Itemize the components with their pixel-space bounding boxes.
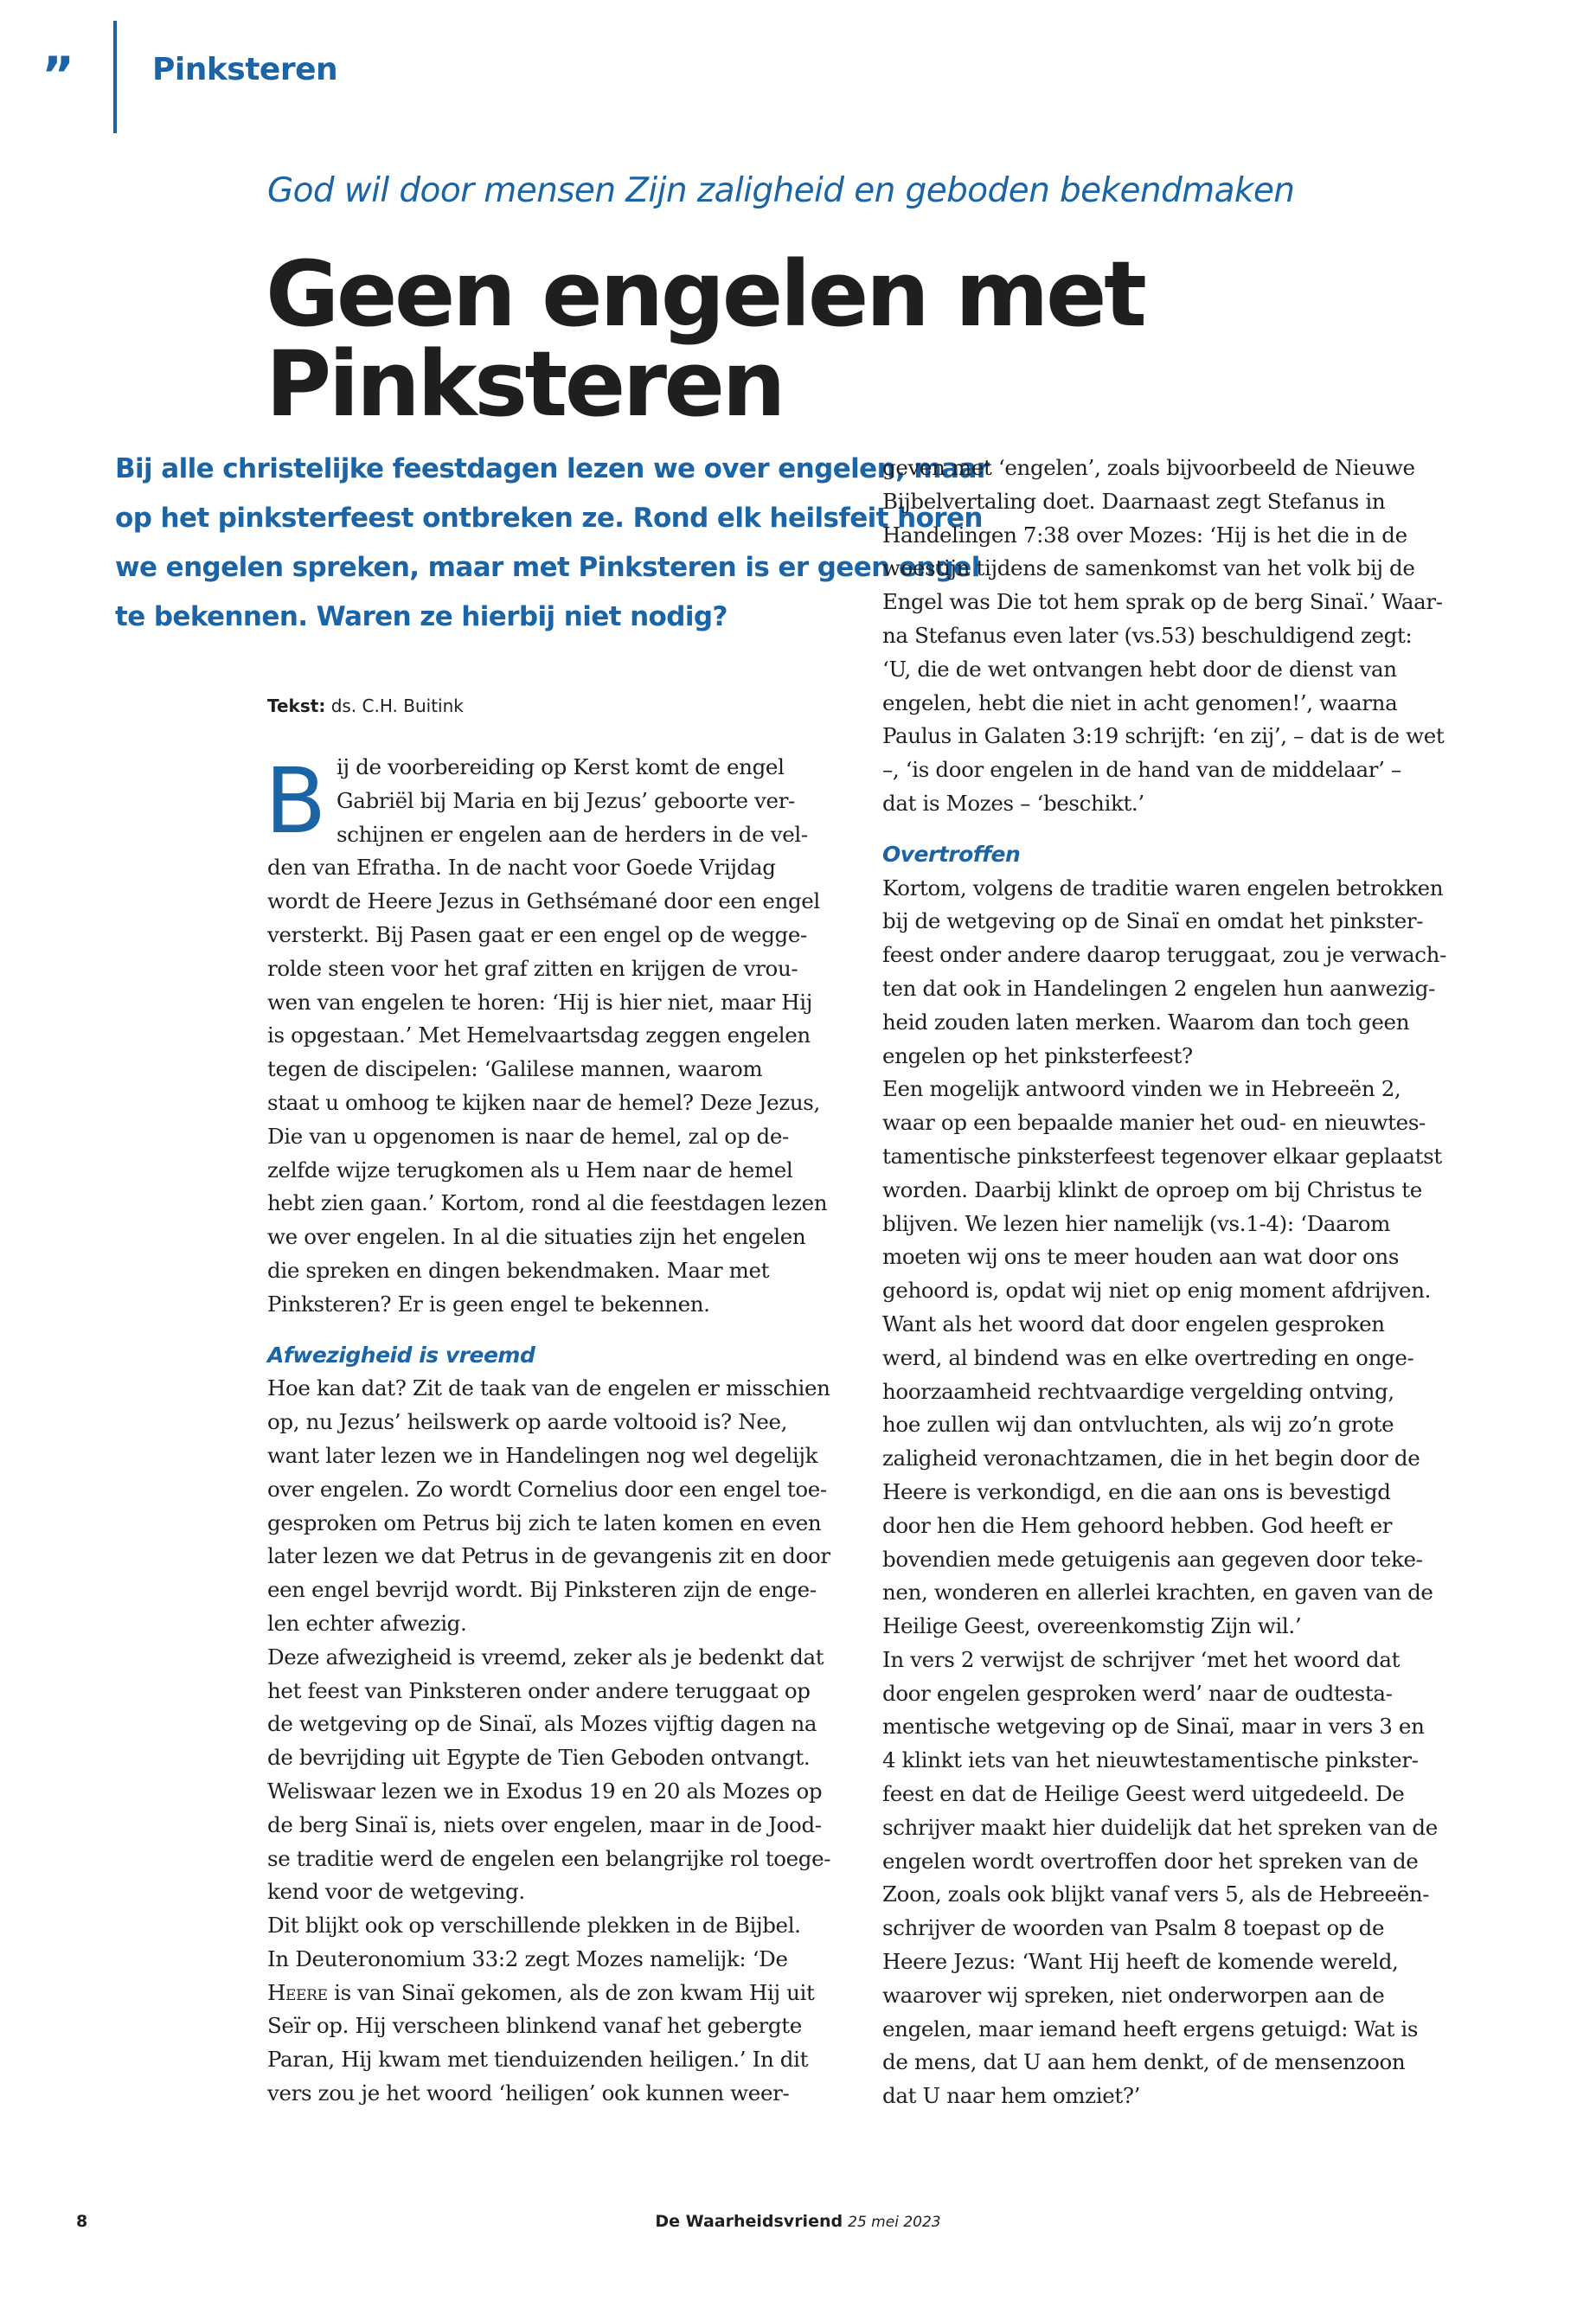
subheading: Overtroffen <box>882 841 1021 867</box>
subheading: Afwezigheid is vreemd <box>267 1342 535 1368</box>
text-line: schijnen er engelen aan de herders in de vel- <box>337 821 808 847</box>
text-line: nen, wonderen en allerlei krachten, en gaven van de <box>882 1580 1433 1606</box>
paragraph <box>267 1909 830 2111</box>
text-line: schrijver maakt hier duidelijk dat het spreken van de <box>882 1814 1438 1840</box>
text-line: feest onder andere daarop teruggaat, zou je verwach- <box>882 942 1447 968</box>
text-line: len echter afwezig. <box>267 1610 467 1636</box>
text-line: door engelen gesproken werd’ naar de oudtesta- <box>882 1680 1393 1706</box>
text-line: Hoe kan dat? Zit de taak van de engelen er misschien <box>267 1375 830 1401</box>
text-line: Een mogelijk antwoord vinden we in Hebreeën 2, <box>882 1076 1401 1102</box>
text-line <box>267 1977 830 2010</box>
text-line: na Stefanus even later (vs.53) beschuldigend zegt: <box>882 622 1413 648</box>
heere-smallcaps: Heere <box>267 1979 328 2005</box>
text-line: In vers 2 verwijst de schrijver ‘met het woord dat <box>882 1646 1401 1672</box>
text-line: den van Efratha. In de nacht voor Goede Vrijdag <box>267 855 776 881</box>
text-line: tegen de discipelen: ‘Galilese mannen, waarom <box>267 1056 763 1082</box>
paragraph <box>267 1641 830 1909</box>
text-line: Bijbelvertaling doet. Daarnaast zegt Stefanus in <box>882 488 1386 514</box>
text-line: we over engelen. In al die situaties zijn het engelen <box>267 1224 806 1250</box>
text-line: hoorzaamheid rechtvaardige vergelding ontving, <box>882 1378 1394 1404</box>
text-line: tamentische pinksterfeest tegenover elkaar geplaatst <box>882 1143 1442 1169</box>
quote-mark-icon: ” <box>42 46 75 105</box>
text-line: Want als het woord dat door engelen gesproken <box>882 1311 1385 1336</box>
text-line: bovendien mede getuigenis aan gegeven door teke- <box>882 1546 1423 1572</box>
paragraph <box>882 872 1471 1074</box>
byline-author: ds. C.H. Buitink <box>330 695 464 716</box>
text-line: Weliswaar lezen we in Exodus 19 en 20 als Mozes op <box>267 1778 823 1804</box>
intro-line: Bij alle christelijke feestdagen lezen we over engelen, maar <box>115 453 990 484</box>
page-number: 8 <box>76 2212 88 2231</box>
text-line: mentische wetgeving op de Sinaï, maar in vers 3 en <box>882 1714 1425 1740</box>
text-line: door hen die Hem gehoord hebben. God heeft er <box>882 1512 1393 1538</box>
text-line: een engel bevrijd wordt. Bij Pinksteren zijn de enge- <box>267 1577 817 1603</box>
dropcap: B <box>265 748 326 854</box>
body-column-left <box>265 748 831 2111</box>
text-line: engelen, hebt die niet in acht genomen!’, waarna <box>882 689 1398 715</box>
text-line: op, nu Jezus’ heilswerk op aarde voltooid is? Nee, <box>267 1409 788 1435</box>
text-line: moeten wij ons te meer houden aan wat door ons <box>882 1244 1400 1270</box>
text-line: de wetgeving op de Sinaï, als Mozes vijftig dagen na <box>267 1711 817 1737</box>
text-fragment: is van Sinaï gekomen, als de zon kwam Hij uit <box>327 1979 815 2005</box>
paragraph <box>882 1644 1471 2113</box>
text-line: vers zou je het woord ‘heiligen’ ook kunnen weer- <box>267 2080 790 2106</box>
footer-credit <box>0 2212 1596 2231</box>
text-line: worden. Daarbij klinkt de oproep om bij Christus te <box>882 1176 1422 1202</box>
intro-line: we engelen spreken, maar met Pinksteren is er geen engel <box>115 552 980 583</box>
text-line: schrijver de woorden van Psalm 8 toepast op de <box>882 1915 1385 1941</box>
text-line: Seïr op. Hij verscheen blinkend vanaf het gebergte <box>267 2013 802 2039</box>
text-line: ‘U, die de wet ontvangen hebt door de dienst van <box>882 656 1397 682</box>
text-line: gesproken om Petrus bij zich te laten komen en even <box>267 1509 822 1535</box>
text-line: Die van u opgenomen is naar de hemel, zal op de- <box>267 1123 789 1149</box>
text-line: de mens, dat U aan hem denkt, of de mensenzoon <box>882 2049 1406 2075</box>
text-line: later lezen we dat Petrus in de gevangenis zit en door <box>267 1543 830 1569</box>
paragraph <box>267 1372 830 1640</box>
text-line: kend voor de wetgeving. <box>267 1879 525 1905</box>
paragraph <box>882 1073 1471 1644</box>
text-line: hoe zullen wij dan ontvluchten, als wij zo’n grote <box>882 1412 1394 1438</box>
text-line: heid zouden laten merken. Waarom dan toch geen <box>882 1009 1410 1035</box>
text-line: Engel was Die tot hem sprak op de berg Sinaï.’ Waar- <box>882 589 1443 615</box>
paragraph <box>265 748 830 1322</box>
text-line: woestijn tijdens de samenkomst van het volk bij de <box>882 555 1415 581</box>
text-line: de berg Sinaï is, niets over engelen, maar in de Jood- <box>267 1811 822 1837</box>
text-line: het feest van Pinksteren onder andere teruggaat op <box>267 1677 811 1703</box>
article-title: Geen engelen met Pinksteren <box>266 241 1144 437</box>
text-line: die spreken en dingen bekendmaken. Maar met <box>267 1257 770 1283</box>
text-line: Handelingen 7:38 over Mozes: ‘Hij is het die in de <box>882 522 1407 548</box>
text-line: Pinksteren? Er is geen engel te bekennen. <box>267 1291 710 1317</box>
publication-name: De Waarheidsvriend <box>655 2212 843 2231</box>
text-line: gehoord is, opdat wij niet op enig moment afdrijven. <box>882 1278 1432 1304</box>
byline-label: Tekst: <box>267 695 326 716</box>
text-line: –, ‘is door engelen in de hand van de middelaar’ – <box>882 757 1401 783</box>
text-line: Heere is verkondigd, en die aan ons is bevestigd <box>882 1478 1391 1504</box>
text-line: engelen op het pinksterfeest? <box>882 1042 1193 1068</box>
text-line: zelfde wijze terugkomen als u Hem naar de hemel <box>267 1157 793 1183</box>
text-line: werd, al bindend was en elke overtreding en onge- <box>882 1344 1414 1370</box>
article-intro <box>115 445 990 642</box>
text-line: want later lezen we in Handelingen nog wel degelijk <box>267 1442 818 1468</box>
text-line: Gabriël bij Maria en bij Jezus’ geboorte ver- <box>337 787 795 813</box>
text-line: Deze afwezigheid is vreemd, zeker als je bedenkt dat <box>267 1644 824 1670</box>
text-line: over engelen. Zo wordt Cornelius door een engel toe- <box>267 1476 827 1502</box>
text-line: bij de wetgeving op de Sinaï en omdat het pinkster- <box>882 908 1424 934</box>
intro-line: te bekennen. Waren ze hierbij niet nodig? <box>115 601 727 632</box>
text-line: blijven. We lezen hier namelijk (vs.1-4): ‘Daarom <box>882 1210 1391 1236</box>
article-subtitle: God wil door mensen Zijn zaligheid en geboden bekendmaken <box>267 171 1295 210</box>
byline <box>267 695 464 716</box>
header-divider <box>113 21 117 133</box>
text-line: Heere Jezus: ‘Want Hij heeft de komende wereld, <box>882 1949 1399 1975</box>
intro-line: op het pinksterfeest ontbreken ze. Rond elk heilsfeit horen <box>115 503 983 534</box>
text-line: Zoon, zoals ook blijkt vanaf vers 5, als de Hebreeën- <box>882 1881 1430 1907</box>
text-line: waarover wij spreken, niet onderworpen aan de <box>882 1982 1385 2008</box>
text-line: ten dat ook in Handelingen 2 engelen hun aanwezig- <box>882 975 1436 1001</box>
text-line: Kortom, volgens de traditie waren engelen betrokken <box>882 875 1444 901</box>
issue-date: 25 mei 2023 <box>848 2214 941 2231</box>
text-line: Paulus in Galaten 3:19 schrijft: ‘en zij’, – dat is de wet <box>882 723 1445 749</box>
text-line: Dit blijkt ook op verschillende plekken in de Bijbel. <box>267 1913 801 1939</box>
text-line: engelen wordt overtroffen door het spreken van de <box>882 1848 1419 1874</box>
text-line: versterkt. Bij Pasen gaat er een engel op de wegge- <box>267 921 807 947</box>
text-line: wen van engelen te horen: ‘Hij is hier niet, maar Hij <box>267 989 813 1015</box>
text-line: se traditie werd de engelen een belangrijke rol toege- <box>267 1845 831 1871</box>
text-line: waar op een bepaalde manier het oud- en nieuwtes- <box>882 1110 1426 1136</box>
text-line: feest en dat de Heilige Geest werd uitgedeeld. De <box>882 1781 1405 1807</box>
text-line: zaligheid veronachtzamen, die in het begin door de <box>882 1445 1420 1471</box>
text-line: hebt zien gaan.’ Kortom, rond al die feestdagen lezen <box>267 1190 828 1216</box>
text-line: is opgestaan.’ Met Hemelvaartsdag zeggen engelen <box>267 1022 811 1048</box>
text-line: staat u omhoog te kijken naar de hemel? Deze Jezus, <box>267 1089 820 1115</box>
paragraph <box>882 452 1471 821</box>
text-line: In Deuteronomium 33:2 zegt Mozes namelijk: ‘De <box>267 1945 788 1971</box>
section-label: Pinksteren <box>152 52 338 87</box>
text-line: engelen, maar iemand heeft ergens getuigd: Wat is <box>882 2016 1419 2041</box>
text-line: de bevrijding uit Egypte de Tien Geboden ontvangt. <box>267 1745 811 1771</box>
text-line: geven met ‘engelen’, zoals bijvoorbeeld de Nieuwe <box>882 455 1415 480</box>
text-line: rolde steen voor het graf zitten en krijgen de vrou- <box>267 955 798 981</box>
text-line: wordt de Heere Jezus in Gethsémané door een engel <box>267 888 820 914</box>
text-line: ij de voorbereiding op Kerst komt de engel <box>337 754 785 779</box>
text-line: Paran, Hij kwam met tienduizenden heiligen.’ In dit <box>267 2047 809 2073</box>
text-line: dat is Mozes – ‘beschikt.’ <box>882 790 1144 816</box>
text-line: 4 klinkt iets van het nieuwtestamentische pinkster- <box>882 1747 1419 1773</box>
text-line: Heilige Geest, overeenkomstig Zijn wil.’ <box>882 1613 1302 1639</box>
body-column-right <box>882 452 1471 2113</box>
text-line: dat U naar hem omziet?’ <box>882 2083 1141 2109</box>
